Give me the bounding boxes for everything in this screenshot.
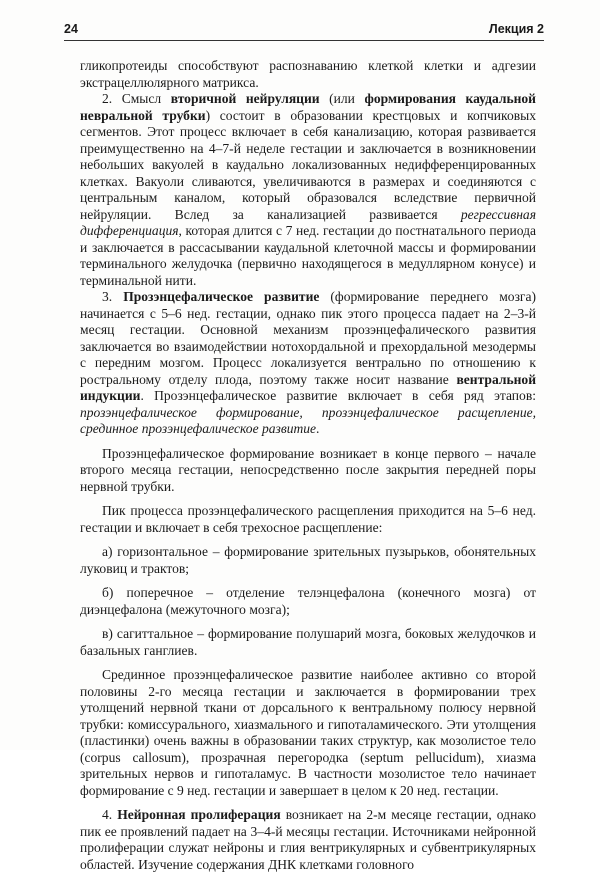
bold-term: формирования каудальной невральной трубки bbox=[80, 91, 536, 123]
paragraph-continuation: гликопротеиды способствуют распознаванию клеткой клетки и адгезии экстрацеллюлярного матрикса. bbox=[80, 58, 536, 90]
text-run: 4. bbox=[102, 807, 118, 822]
text-run: (или bbox=[319, 91, 365, 106]
bold-term: вторичной нейруляции bbox=[170, 91, 320, 106]
text-run: ) состоит в образовании крестцовых и копчиковых сегментов. Этот процесс включает в себя канализацию, которая развивается преимущественно на 4–7-й неделе гестации и заключается в возникновении небольших вакуолей в каудально локализованных недифференцированных клетках. Вакуоли сливаются, увеличиваются в размерах и соединяются с центральным каналом, который образовался вследствие первичной нейруляции. Вслед за канализацией развивается bbox=[80, 107, 536, 222]
running-title: Лекция 2 bbox=[488, 22, 544, 36]
list-item-transverse: б) поперечное – отделение телэнцефалона (конечного мозга) от диэнцефалона (межуточного мозга); bbox=[80, 585, 536, 617]
text-run: . Прозэнцефалическое развитие включает в себя ряд этапов: bbox=[140, 388, 536, 403]
bold-term: вентральной индукции bbox=[80, 371, 536, 403]
list-item-sagittal: в) сагиттальное – формирование полушарий мозга, боковых желудочков и базальных ганглиев. bbox=[80, 626, 536, 658]
italic-term: регрессивная дифференциация bbox=[80, 206, 536, 238]
paragraph-prosencephalic-formation: Прозэнцефалическое формирование возникает в конце первого – начале второго месяца гестации, непосредственно после закрытия передней поры нервной трубки. bbox=[80, 445, 536, 494]
paragraph-neuronal-proliferation bbox=[80, 807, 536, 873]
paragraph-secondary-neurulation bbox=[80, 91, 536, 289]
paragraph-prosencephalic-development bbox=[80, 289, 536, 438]
italic-term: прозэнцефалическое формирование, прозэнцефалическое расщепление, срединное прозэнцефалическое развитие bbox=[80, 404, 536, 436]
page-header bbox=[64, 18, 544, 41]
text-run: (формирование переднего мозга) начинается с 5–6 нед. гестации, однако пик этого процесса падает на 2–3-й месяц гестации. Основной механизм прозэнцефалического развития заключается во взаимодействии нотохордальной и прехордальной мезодермы с передним мозгом. Процесс локализуется вентрально по отношению к ростральному отделу плода, поэтому также носит название bbox=[80, 289, 536, 387]
page-content bbox=[80, 58, 536, 873]
text-run: . bbox=[316, 421, 320, 436]
text-run: , которая длится с 7 нед. гестации до постнатального периода и заключается в рассасывании каудальной клеточной массы и формировании терминального желудочка (первично находящегося в медуллярном конусе) и терминальной нити. bbox=[80, 223, 536, 288]
text-run: 3. bbox=[102, 289, 124, 304]
text-run: 2. Смысл bbox=[102, 91, 171, 106]
text-run: возникает на 2-м месяце гестации, однако пик ее проявлений падает на 3–4-й месяцы гестации. Источниками нейронной пролиферации служат нейроны и глия вентрикулярных и субвентрикулярных областей. Изучение содержания ДНК клетками головного bbox=[80, 807, 536, 872]
list-item-horizontal: а) горизонтальное – формирование зрительных пузырьков, обонятельных луковиц и трактов; bbox=[80, 544, 536, 576]
paragraph-prosencephalic-cleavage: Пик процесса прозэнцефалического расщепления приходится на 5–6 нед. гестации и включает в себя трехосное расщепление: bbox=[80, 503, 536, 535]
paragraph-median-development: Срединное прозэнцефалическое развитие наиболее активно со второй половины 2-го месяца гестации и заключается в формировании трех утолщений нервной ткани от дорсального к вентральному полюсу нервной трубки: комиссурального, хиазмального и гипоталамического. Эти утолщения (пластинки) очень важны в образовании таких структур, как мозолистое тело (corpus callosum), прозрачная перегородка (septum pellucidum), хиазма зрительных нервов и гипоталамус. В частности мозолистое тело начинает формирование с 9 нед. гестации и завершает в целом к 20 нед. гестации. bbox=[80, 667, 536, 798]
page-number: 24 bbox=[64, 22, 78, 36]
bold-term: Нейронная пролиферация bbox=[117, 807, 281, 822]
bold-term: Прозэнцефалическое развитие bbox=[123, 289, 320, 304]
